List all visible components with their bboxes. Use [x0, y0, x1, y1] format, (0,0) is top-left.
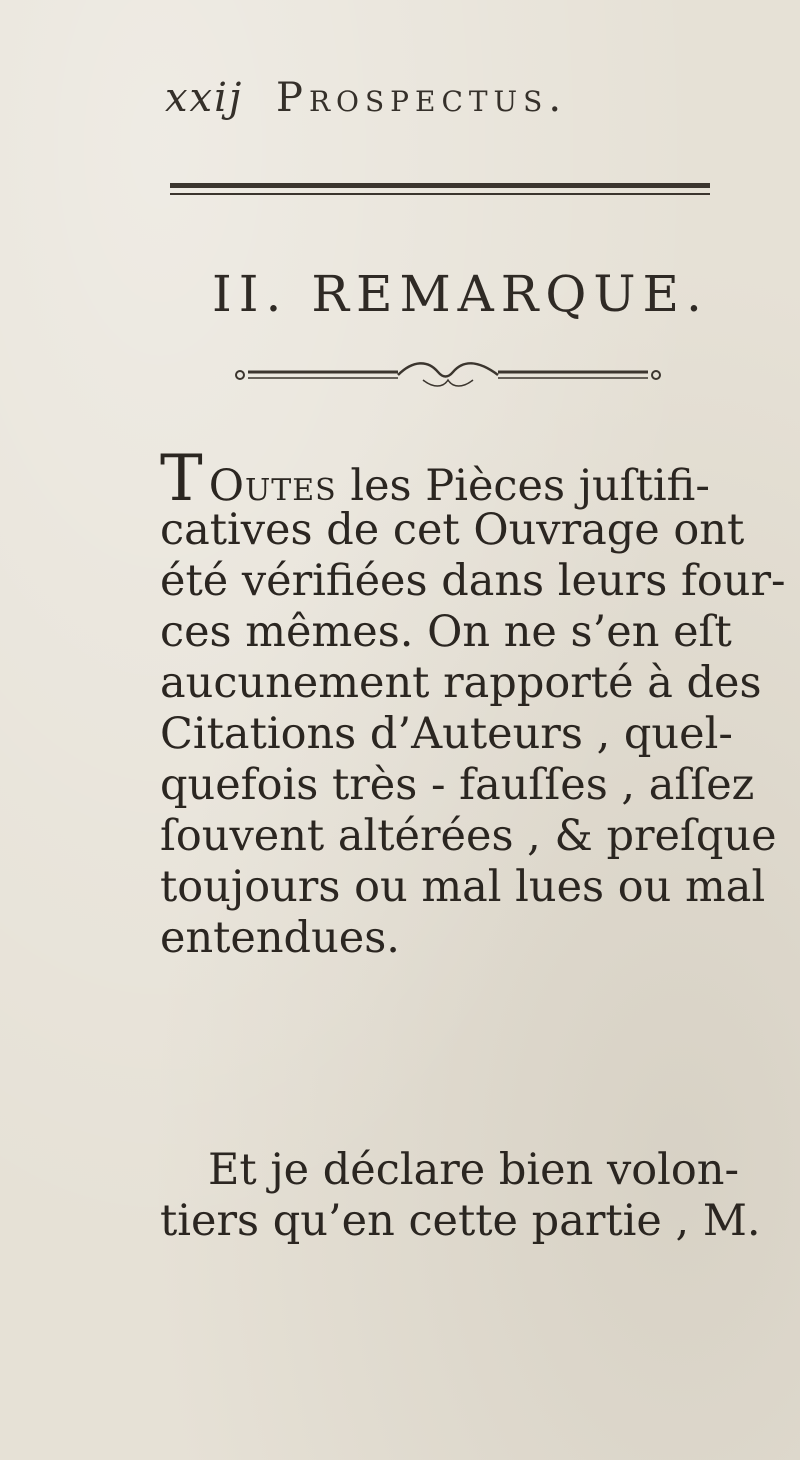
- running-head: [165, 75, 567, 121]
- header-rule: [170, 183, 710, 195]
- text-line: ſouvent altérées , & preſque: [160, 811, 777, 861]
- text-line: Et je déclare bien volon-: [208, 1145, 740, 1195]
- drop-cap: T: [160, 442, 203, 516]
- text-line: quefois très - fauſſes , aſſez: [160, 760, 755, 810]
- first-word-rest: Outes: [208, 461, 337, 511]
- paragraph-1: [160, 442, 786, 964]
- page-number: xxij: [165, 75, 244, 121]
- text-line: aucunement rapporté à des: [160, 658, 762, 708]
- ornament-rule-svg: [228, 358, 668, 398]
- text-line: été vérifiées dans leurs four-: [160, 556, 786, 606]
- heading-word: REMARQUE.: [311, 265, 709, 323]
- running-title: Prospectus.: [276, 75, 568, 121]
- text-line: ces mêmes. On ne s’en eſt: [160, 607, 732, 657]
- text-line: catives de cet Ouvrage ont: [160, 505, 745, 555]
- ornament-icon: [228, 358, 668, 398]
- paragraph-2: [160, 1145, 761, 1247]
- text-line: entendues.: [160, 913, 400, 963]
- heading-number: II.: [212, 265, 289, 323]
- text-line: toujours ou mal lues ou mal: [160, 862, 766, 912]
- text-line: [160, 442, 750, 516]
- text-line: Citations d’Auteurs , quel-: [160, 709, 733, 759]
- section-heading: [212, 265, 709, 323]
- text-line-content: les Pièces juſtifi-: [336, 461, 710, 511]
- text-line: tiers qu’en cette partie , M.: [160, 1196, 761, 1246]
